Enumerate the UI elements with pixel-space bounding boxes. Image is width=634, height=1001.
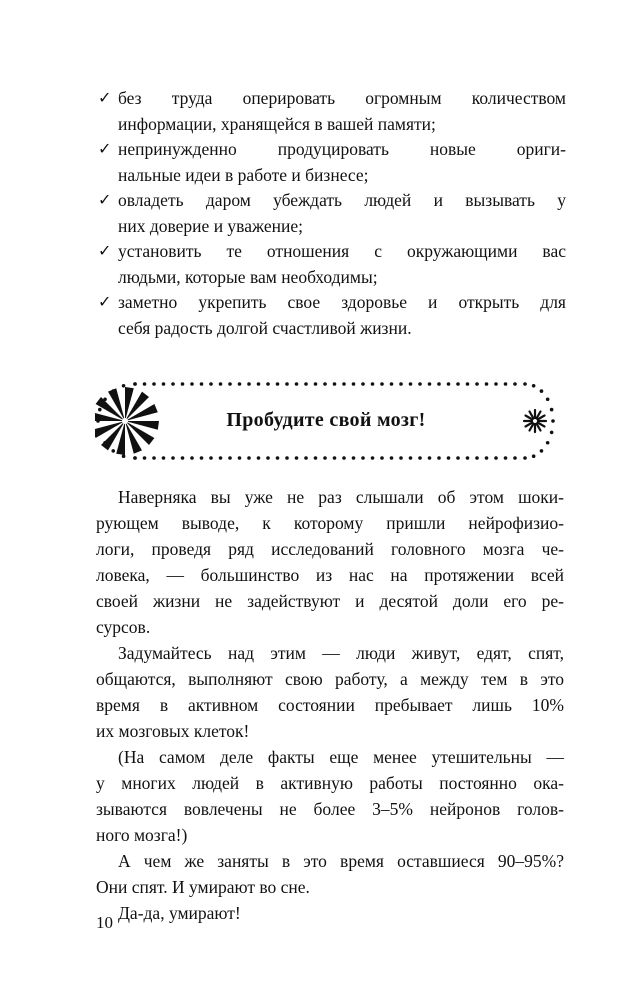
- frame-dot: [371, 382, 375, 386]
- list-item: [96, 290, 566, 341]
- frame-dot: [171, 382, 175, 386]
- paragraph: [96, 744, 564, 848]
- frame-dot: [540, 389, 544, 393]
- text-line: время в активном состоянии пребывает лишь 10%: [96, 695, 564, 715]
- list-item-line: нальные идеи в работе и бизнесе;: [118, 164, 369, 185]
- frame-dot: [257, 456, 261, 460]
- frame-dot: [342, 382, 346, 386]
- text-line: А чем же заняты в это время оставшиеся 90–95%?: [118, 851, 564, 871]
- frame-dot: [532, 384, 536, 388]
- frame-dot: [532, 454, 536, 458]
- frame-dot: [390, 456, 394, 460]
- frame-dot: [209, 382, 213, 386]
- frame-dot: [314, 382, 318, 386]
- frame-dot: [247, 382, 251, 386]
- frame-dot: [466, 382, 470, 386]
- list-item-line: заметно укрепить свое здоровье и открыть для: [118, 292, 566, 312]
- frame-dot: [181, 382, 185, 386]
- frame-dot: [466, 456, 470, 460]
- frame-dot: [437, 456, 441, 460]
- list-item-line: информации, хранящейся в вашей памяти;: [118, 113, 436, 134]
- frame-dot: [513, 382, 517, 386]
- frame-dot: [111, 449, 115, 453]
- frame-dot: [523, 382, 527, 386]
- frame-dot: [143, 456, 147, 460]
- frame-dot: [418, 382, 422, 386]
- frame-dot: [143, 382, 147, 386]
- frame-dot: [333, 456, 337, 460]
- list-item: [96, 137, 566, 188]
- frame-dot: [285, 382, 289, 386]
- paragraph: [96, 640, 564, 744]
- list-item: [96, 188, 566, 239]
- paragraph: [96, 484, 564, 640]
- text-line: Наверняка вы уже не раз слышали об этом шоки-: [118, 487, 564, 507]
- frame-dot: [152, 456, 156, 460]
- frame-dot: [447, 456, 451, 460]
- frame-dot: [409, 382, 413, 386]
- frame-dot: [447, 382, 451, 386]
- frame-dot: [323, 456, 327, 460]
- frame-dot: [494, 456, 498, 460]
- frame-dot: [352, 382, 356, 386]
- section-banner: [95, 378, 557, 464]
- frame-dot: [228, 382, 232, 386]
- frame-dot: [380, 456, 384, 460]
- frame-dot: [200, 382, 204, 386]
- frame-dot: [257, 382, 261, 386]
- text-line: общаются, выполняют свою работу, а между тем в это: [96, 669, 564, 689]
- frame-dot: [390, 382, 394, 386]
- frame-dot: [219, 456, 223, 460]
- frame-dot: [399, 456, 403, 460]
- check-icon: ✓: [98, 141, 112, 158]
- text-line: Они спят. И умирают во сне.: [96, 877, 310, 897]
- frame-dot: [276, 382, 280, 386]
- frame-dot: [523, 456, 527, 460]
- frame-dot: [276, 456, 280, 460]
- frame-dot: [181, 456, 185, 460]
- frame-dot: [266, 456, 270, 460]
- list-item: [96, 239, 566, 290]
- frame-dot: [333, 382, 337, 386]
- frame-dot: [485, 382, 489, 386]
- list-item-line: установить те отношения с окружающими вас: [118, 241, 566, 261]
- text-line: их мозговых клеток!: [96, 721, 250, 741]
- frame-dot: [540, 449, 544, 453]
- text-line: у многих людей в активную работы постоянно ока-: [96, 773, 564, 793]
- frame-dot: [546, 397, 550, 401]
- frame-dot: [342, 456, 346, 460]
- frame-dot: [485, 456, 489, 460]
- list-item-line: овладеть даром убеждать людей и вызывать у: [118, 190, 566, 210]
- frame-dot: [494, 382, 498, 386]
- text-line: (На самом деле факты еще менее утешительны —: [118, 747, 564, 767]
- list-item-line: них доверие и уважение;: [118, 215, 303, 236]
- text-line: Задумайтесь над этим — люди живут, едят, спят,: [118, 643, 564, 663]
- text-line: сурсов.: [96, 617, 151, 637]
- check-icon: ✓: [98, 192, 112, 209]
- frame-dot: [513, 456, 517, 460]
- frame-dot: [428, 382, 432, 386]
- frame-dot: [304, 382, 308, 386]
- frame-dot: [228, 456, 232, 460]
- frame-dot: [409, 456, 413, 460]
- frame-dot: [352, 456, 356, 460]
- list-item-line: без труда оперировать огромным количеством: [118, 88, 566, 108]
- frame-dot: [371, 456, 375, 460]
- frame-dot: [200, 456, 204, 460]
- checklist: [96, 86, 566, 341]
- frame-dot: [361, 456, 365, 460]
- frame-dot: [247, 456, 251, 460]
- frame-dot: [399, 382, 403, 386]
- paragraph: [96, 848, 564, 900]
- frame-dot: [456, 456, 460, 460]
- check-icon: ✓: [98, 243, 112, 260]
- frame-dot: [380, 382, 384, 386]
- list-item-line: себя радость долгой счастливой жизни.: [118, 317, 412, 338]
- text-line: зываются вовлечены не более 3–5% нейронов голов-: [96, 799, 564, 819]
- frame-dot: [546, 441, 550, 445]
- section-title: Пробудите свой мозг!: [226, 409, 426, 431]
- frame-dot: [361, 382, 365, 386]
- frame-dot: [266, 382, 270, 386]
- frame-dot: [475, 382, 479, 386]
- frame-dot: [285, 456, 289, 460]
- frame-dot: [504, 382, 508, 386]
- frame-dot: [190, 456, 194, 460]
- frame-dot: [162, 382, 166, 386]
- frame-dot: [323, 382, 327, 386]
- frame-dot: [152, 382, 156, 386]
- text-line: Да-да, умирают!: [118, 903, 241, 923]
- body-text: [96, 484, 564, 926]
- frame-dot: [171, 456, 175, 460]
- page-number: 10: [96, 913, 113, 932]
- frame-dot: [133, 456, 137, 460]
- frame-dot: [238, 382, 242, 386]
- frame-dot: [122, 384, 126, 388]
- frame-dot: [475, 456, 479, 460]
- frame-dot: [295, 382, 299, 386]
- frame-dot: [437, 382, 441, 386]
- frame-dot: [238, 456, 242, 460]
- text-line: ного мозга!): [96, 825, 188, 845]
- paragraph: [96, 900, 564, 926]
- frame-dot: [418, 456, 422, 460]
- frame-dot: [190, 382, 194, 386]
- frame-dot: [162, 456, 166, 460]
- text-line: ловека, — большинство из нас на протяжении всей: [96, 565, 564, 585]
- frame-dot: [295, 456, 299, 460]
- text-line: своей жизни не задействуют и десятой доли его ре-: [96, 591, 564, 611]
- frame-dot: [304, 456, 308, 460]
- frame-dot: [456, 382, 460, 386]
- list-item-line: людьми, которые вам необходимы;: [118, 266, 378, 287]
- frame-dot: [219, 382, 223, 386]
- text-line: рующем выводе, к которому пришли нейрофизио-: [96, 513, 564, 533]
- frame-dot: [314, 456, 318, 460]
- list-item: [96, 86, 566, 137]
- list-item-line: непринужденно продуцировать новые ориги-: [118, 139, 566, 159]
- check-icon: ✓: [98, 90, 112, 107]
- text-line: логи, проведя ряд исследований головного мозга че-: [96, 539, 564, 559]
- check-icon: ✓: [98, 294, 112, 311]
- frame-dot: [133, 382, 137, 386]
- frame-dot: [209, 456, 213, 460]
- frame-dot: [428, 456, 432, 460]
- frame-dot: [504, 456, 508, 460]
